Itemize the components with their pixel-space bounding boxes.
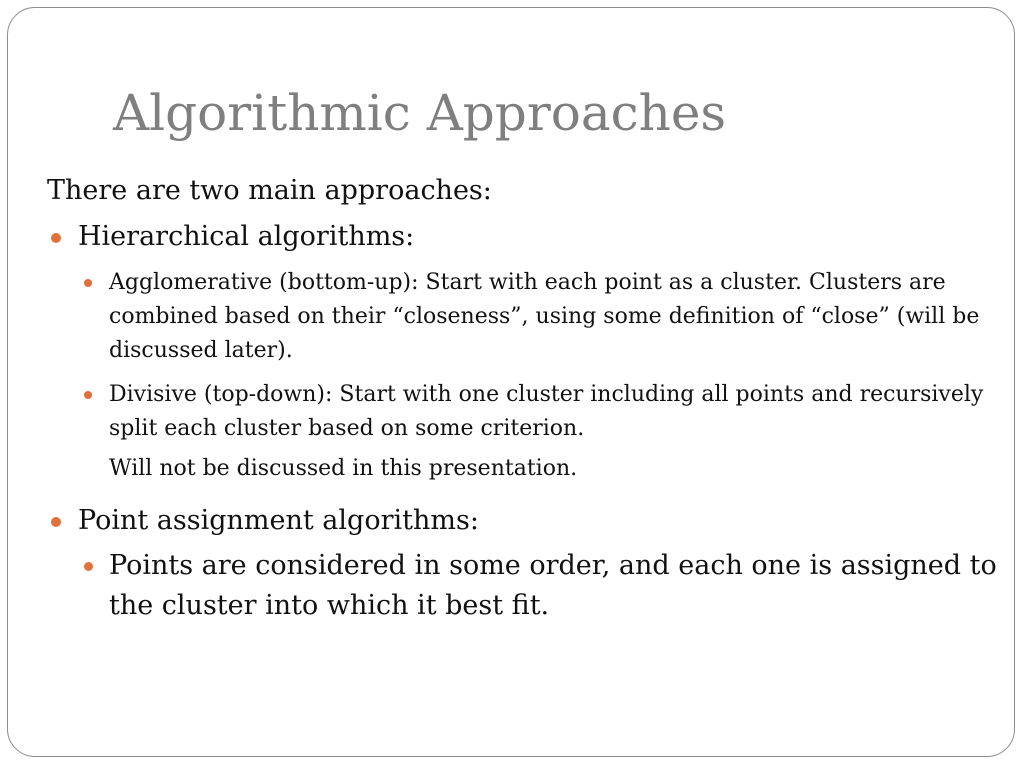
section-point-assignment — [47, 502, 997, 540]
slide-body — [47, 170, 997, 626]
list-item-point-assignment — [47, 546, 997, 626]
bullet-dot-icon — [51, 517, 61, 527]
list-item-text: Points are considered in some order, and each one is assigned to the cluster into which it best fit. — [109, 550, 997, 621]
divisive-note: Will not be discussed in this presentation. — [109, 456, 578, 481]
list-item-text: Agglomerative (bottom-up): Start with each point as a cluster. Clusters are combined based on their “closeness”, using some definition of “close” (will be discussed later). — [109, 270, 980, 363]
list-item-text: Divisive (top-down): Start with one cluster including all points and recursively split each cluster based on some criterion. — [109, 382, 984, 441]
section-heading: Hierarchical algorithms: — [78, 221, 415, 252]
bullet-dot-icon — [51, 233, 61, 243]
bullet-dot-icon — [84, 279, 92, 287]
slide-title: Algorithmic Approaches — [113, 84, 727, 142]
section-heading: Point assignment algorithms: — [78, 505, 479, 536]
list-item-divisive — [47, 378, 997, 446]
list-item-agglomerative — [47, 266, 997, 368]
intro-text: There are two main approaches: — [47, 175, 492, 206]
section-hierarchical — [47, 218, 997, 256]
bullet-dot-icon — [84, 391, 92, 399]
bullet-dot-icon — [84, 562, 93, 571]
